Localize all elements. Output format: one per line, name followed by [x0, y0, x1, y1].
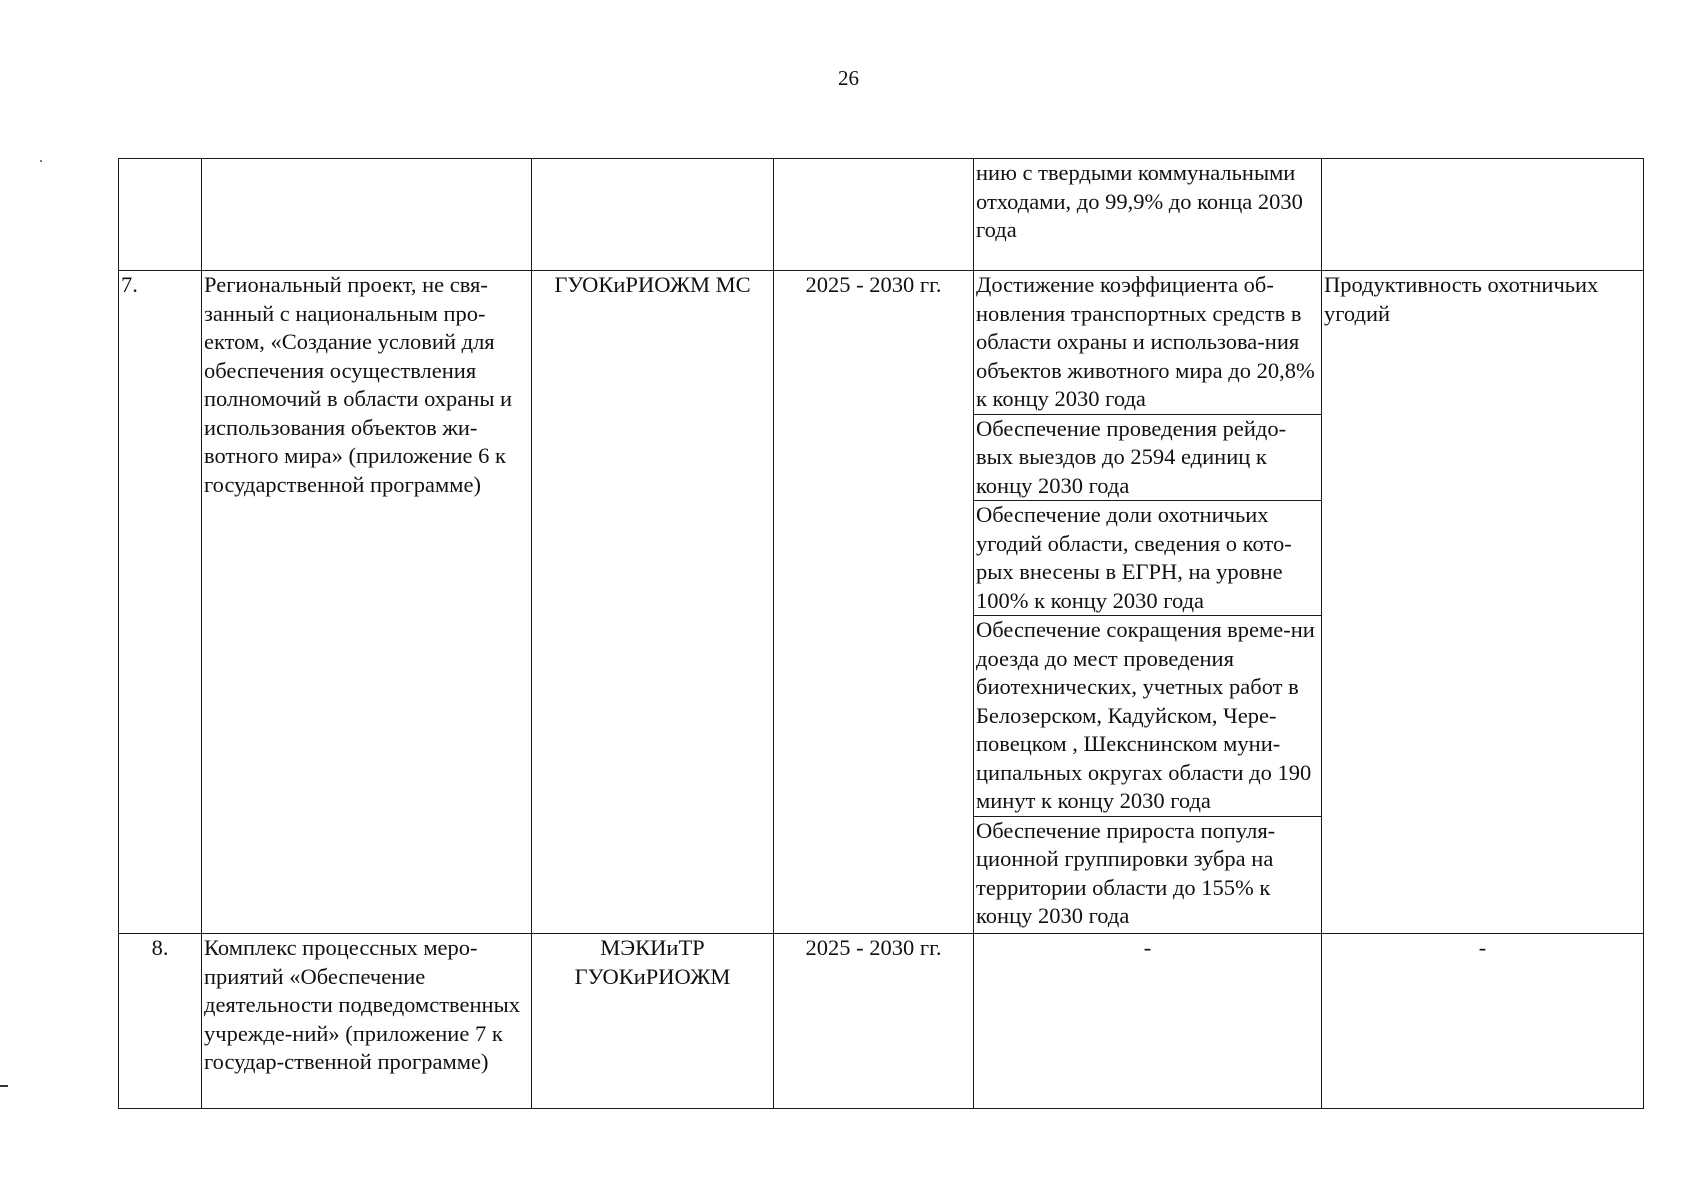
table-row-7: [119, 271, 1644, 934]
goal-item: -: [1143, 935, 1152, 960]
cell-period: 2025 - 2030 гг.: [774, 271, 974, 934]
cell-project-name: Комплекс процессных меро-приятий «Обеспечение деятельности подведомственных учрежде-ний» (приложение 7 к государ-ственной программе): [202, 934, 532, 1109]
table-row-8: [119, 934, 1644, 1109]
cell-responsible: ГУОКиРИОЖМ МС: [532, 271, 774, 934]
cell-goals: [974, 271, 1322, 934]
cell-project-name: Региональный проект, не свя-занный с национальным про-ектом, «Создание условий для обеспечения осуществления полномочий в области охраны и использования объектов жи-вотного мира» (приложение 6 к государственной программе): [202, 271, 532, 934]
cell-goals: [974, 934, 1322, 1109]
cell-number: [119, 159, 202, 271]
cell-number: 8.: [119, 934, 202, 1109]
cell-period: [774, 159, 974, 271]
cell-responsible: [532, 159, 774, 271]
goal-item: Обеспечение доли охотничьих угодий области, сведения о кото-рых внесены в ЕГРН, на уровне 100% к концу 2030 года: [974, 501, 1321, 616]
cell-period: 2025 - 2030 гг.: [774, 934, 974, 1109]
goal-item: нию с твердыми коммунальными отходами, до 99,9% до конца 2030 года: [976, 160, 1303, 242]
page-number: 26: [838, 66, 859, 90]
goal-item: Достижение коэффициента об-новления транспортных средств в области охраны и использова-ния объектов животного мира до 20,8% к концу 2030 года: [974, 271, 1321, 415]
goal-item: Обеспечение сокращения време-ни доезда до мест проведения биотехнических, учетных работ в Белозерском, Кадуйском, Чере-повецком , Шекснинском муни-ципальных округах области до 190 минут к концу 2030 года: [974, 616, 1321, 817]
scan-margin-mark: [0, 1085, 8, 1087]
program-structure-table: [118, 158, 1644, 1109]
goal-item: Обеспечение проведения рейдо-вых выездов до 2594 единиц к концу 2030 года: [974, 415, 1321, 502]
scan-speck: [40, 160, 42, 162]
cell-number: 7.: [119, 271, 202, 934]
cell-indicator: Продуктивность охотничьих угодий: [1322, 271, 1644, 934]
cell-responsible: МЭКИиТР ГУОКиРИОЖМ: [532, 934, 774, 1109]
cell-goals: [974, 159, 1322, 271]
cell-indicator: -: [1322, 934, 1644, 1109]
cell-indicator: [1322, 159, 1644, 271]
goal-item: Обеспечение прироста популя-ционной группировки зубра на территории области до 155% к концу 2030 года: [976, 817, 1276, 928]
cell-project-name: [202, 159, 532, 271]
table-row-continuation: [119, 159, 1644, 271]
